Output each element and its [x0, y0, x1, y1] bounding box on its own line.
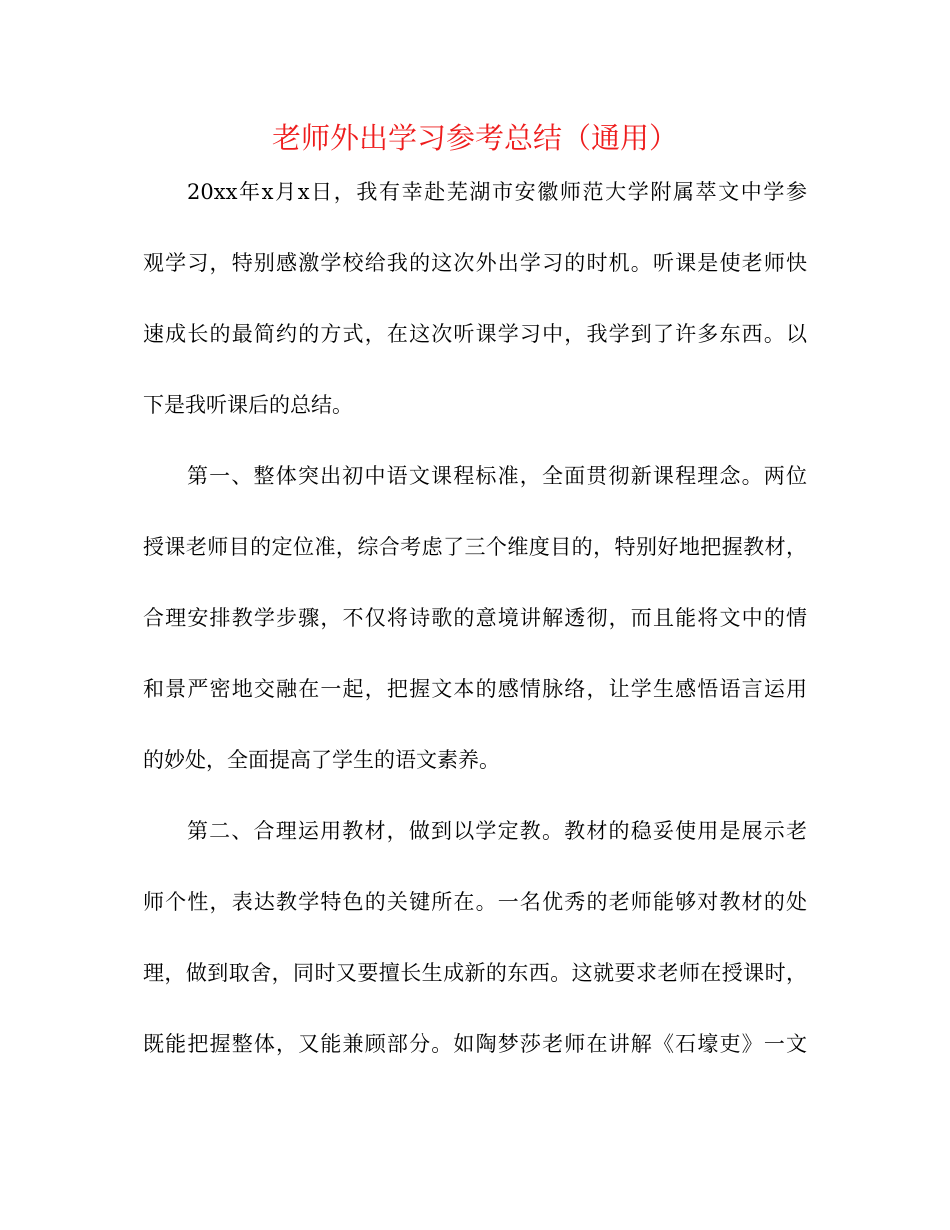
text-line: 授课老师目的定位准，综合考虑了三个维度目的，特别好地把握教材， [143, 535, 807, 559]
text-line: 速成长的最简约的方式，在这次听课学习中，我学到了许多东西。以 [143, 322, 807, 346]
text-line: 合理安排教学步骤，不仅将诗歌的意境讲解透彻，而且能将文中的情 [143, 606, 807, 630]
document-body [143, 170, 807, 1093]
text-line: 20xx年x月x日，我有幸赴芜湖市安徽师范大学附属萃文中学参 [187, 180, 807, 204]
text-line: 既能把握整体，又能兼顾部分。如陶梦莎老师在讲解《石壕吏》一文 [143, 1032, 807, 1056]
text-line: 和景严密地交融在一起，把握文本的感情脉络，让学生感悟语言运用 [143, 677, 807, 701]
text-line: 下是我听课后的总结。 [143, 393, 353, 417]
paragraph-1 [143, 170, 807, 454]
text-line: 师个性，表达教学特色的关键所在。一名优秀的老师能够对教材的处 [143, 890, 807, 914]
paragraph-3 [143, 809, 807, 1093]
text-line: 理，做到取舍，同时又要擅长生成新的东西。这就要求老师在授课时， [143, 961, 807, 985]
text-line: 第二、合理运用教材，做到以学定教。教材的稳妥使用是展示老 [187, 819, 807, 843]
document-title: 老师外出学习参考总结（通用） [271, 121, 678, 155]
text-line: 的妙处，全面提高了学生的语文素养。 [143, 748, 500, 772]
text-line: 第一、整体突出初中语文课程标准，全面贯彻新课程理念。两位 [187, 464, 807, 488]
paragraph-2 [143, 454, 807, 809]
text-line: 观学习，特别感激学校给我的这次外出学习的时机。听课是使老师快 [143, 251, 807, 275]
